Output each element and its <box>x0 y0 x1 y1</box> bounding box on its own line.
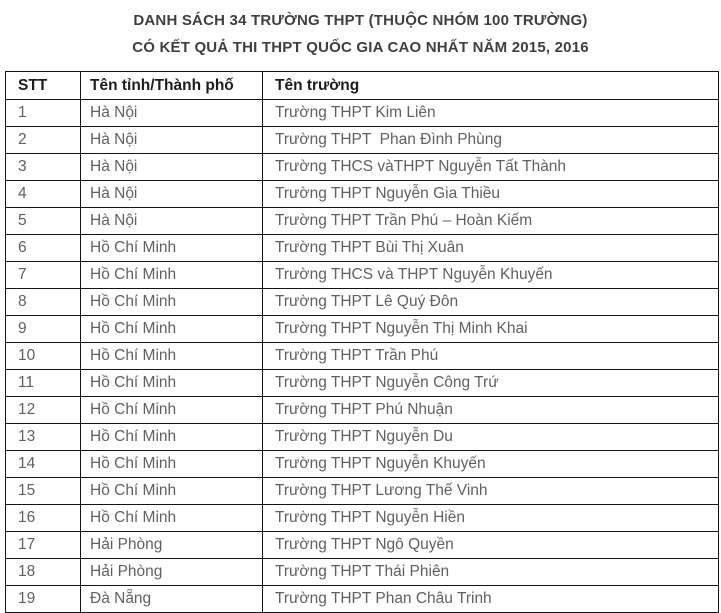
cell-stt: 10 <box>6 343 81 370</box>
cell-stt: 19 <box>6 586 81 613</box>
cell-school: Trường THPT Lương Thế Vinh <box>263 478 719 505</box>
cell-stt: 1 <box>6 100 81 127</box>
cell-stt: 8 <box>6 289 81 316</box>
cell-province: Hồ Chí Minh <box>81 505 263 532</box>
cell-stt: 5 <box>6 208 81 235</box>
document-title-line2: CÓ KẾT QUẢ THI THPT QUỐC GIA CAO NHẤT NĂM 2015, 2016 <box>132 39 589 56</box>
table-row <box>6 478 719 505</box>
table-row <box>6 451 719 478</box>
table-row <box>6 289 719 316</box>
cell-stt: 12 <box>6 397 81 424</box>
cell-province: Hồ Chí Minh <box>81 451 263 478</box>
cell-province: Hồ Chí Minh <box>81 424 263 451</box>
document-title-line1: DANH SÁCH 34 TRƯỜNG THPT (THUỘC NHÓM 100 TRƯỜNG) <box>133 12 588 29</box>
cell-stt: 6 <box>6 235 81 262</box>
table-row <box>6 154 719 181</box>
cell-stt: 14 <box>6 451 81 478</box>
cell-school: Trường THPT Trần Phú – Hoàn Kiếm <box>263 208 719 235</box>
table-row <box>6 586 719 613</box>
cell-stt: 18 <box>6 559 81 586</box>
cell-school: Trường THPT Trần Phú <box>263 343 719 370</box>
cell-province: Hà Nội <box>81 127 263 154</box>
table-header-row <box>6 72 719 100</box>
cell-school: Trường THPT Bùi Thị Xuân <box>263 235 719 262</box>
cell-province: Hồ Chí Minh <box>81 262 263 289</box>
table-row <box>6 397 719 424</box>
cell-school: Trường THPT Nguyễn Khuyến <box>263 451 719 478</box>
table-row <box>6 424 719 451</box>
table-row <box>6 100 719 127</box>
table-row <box>6 532 719 559</box>
cell-stt: 9 <box>6 316 81 343</box>
cell-school: Trường THPT Phan Đình Phùng <box>263 127 719 154</box>
table-body <box>6 100 719 613</box>
cell-province: Hải Phòng <box>81 532 263 559</box>
table-header <box>6 72 719 100</box>
cell-school: Trường THPT Phú Nhuận <box>263 397 719 424</box>
cell-province: Hồ Chí Minh <box>81 478 263 505</box>
cell-school: Trường THPT Ngô Quyền <box>263 532 719 559</box>
table-row <box>6 370 719 397</box>
cell-school: Trường THPT Kim Liên <box>263 100 719 127</box>
cell-stt: 3 <box>6 154 81 181</box>
table-row <box>6 181 719 208</box>
cell-province: Hồ Chí Minh <box>81 235 263 262</box>
cell-stt: 17 <box>6 532 81 559</box>
table-row <box>6 505 719 532</box>
table-row <box>6 235 719 262</box>
table-row <box>6 316 719 343</box>
cell-school: Trường THPT Lê Quý Đôn <box>263 289 719 316</box>
cell-stt: 13 <box>6 424 81 451</box>
cell-province: Hồ Chí Minh <box>81 397 263 424</box>
table-row <box>6 262 719 289</box>
school-table <box>5 71 719 613</box>
cell-school: Trường THPT Nguyễn Thị Minh Khai <box>263 316 719 343</box>
cell-stt: 16 <box>6 505 81 532</box>
cell-province: Hồ Chí Minh <box>81 343 263 370</box>
cell-province: Hồ Chí Minh <box>81 316 263 343</box>
column-header-school: Tên trường <box>263 72 719 100</box>
cell-stt: 7 <box>6 262 81 289</box>
cell-school: Trường THPT Nguyễn Du <box>263 424 719 451</box>
cell-stt: 4 <box>6 181 81 208</box>
cell-stt: 2 <box>6 127 81 154</box>
cell-stt: 11 <box>6 370 81 397</box>
cell-province: Hồ Chí Minh <box>81 370 263 397</box>
table-row <box>6 343 719 370</box>
column-header-province: Tên tỉnh/Thành phố <box>81 72 263 100</box>
cell-province: Đà Nẵng <box>81 586 263 613</box>
cell-province: Hà Nội <box>81 154 263 181</box>
cell-province: Hà Nội <box>81 181 263 208</box>
table-row <box>6 559 719 586</box>
cell-school: Trường THCS vàTHPT Nguyễn Tất Thành <box>263 154 719 181</box>
cell-school: Trường THCS và THPT Nguyễn Khuyến <box>263 262 719 289</box>
cell-school: Trường THPT Nguyễn Hiền <box>263 505 719 532</box>
cell-school: Trường THPT Phan Châu Trinh <box>263 586 719 613</box>
document-title <box>0 0 721 61</box>
cell-school: Trường THPT Nguyễn Gia Thiều <box>263 181 719 208</box>
column-header-stt: STT <box>6 72 81 100</box>
cell-school: Trường THPT Nguyễn Công Trứ <box>263 370 719 397</box>
cell-province: Hà Nội <box>81 208 263 235</box>
cell-school: Trường THPT Thái Phiên <box>263 559 719 586</box>
table-row <box>6 208 719 235</box>
cell-province: Hải Phòng <box>81 559 263 586</box>
cell-stt: 15 <box>6 478 81 505</box>
table-row <box>6 127 719 154</box>
cell-province: Hồ Chí Minh <box>81 289 263 316</box>
cell-province: Hà Nội <box>81 100 263 127</box>
